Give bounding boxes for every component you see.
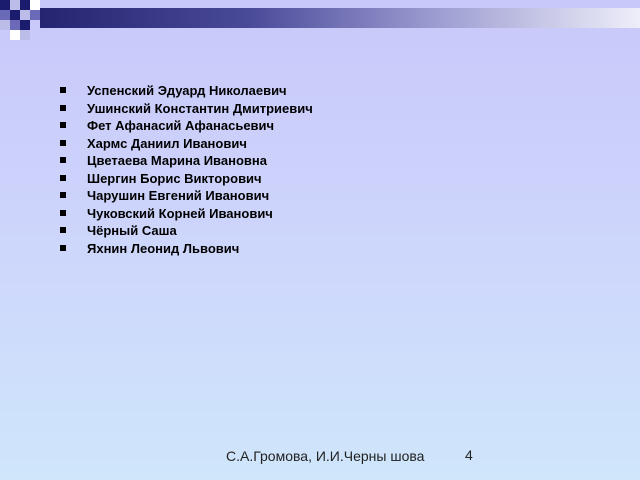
author-name: Фет Афанасий Афанасьевич xyxy=(87,118,275,133)
list-item xyxy=(60,154,440,167)
author-name: Чёрный Саша xyxy=(87,223,177,238)
square-bullet-icon xyxy=(60,105,66,111)
square-bullet-icon xyxy=(60,140,66,146)
list-item xyxy=(60,242,440,255)
author-name: Хармс Даниил Иванович xyxy=(87,135,247,151)
square-bullet-icon xyxy=(60,192,66,198)
list-item xyxy=(60,84,440,97)
decorative-header-bar xyxy=(40,8,640,28)
author-name: Шергин Борис Викторович xyxy=(87,170,262,186)
author-name: Чарушин Евгений Иванович xyxy=(87,188,270,203)
footer-authors: С.А.Громова, И.И.Черны шова xyxy=(226,448,425,464)
square-bullet-icon xyxy=(60,122,66,128)
list-item xyxy=(60,189,440,202)
author-name: Чуковский Корней Иванович xyxy=(87,205,273,221)
author-name: Яхнин Леонид Львович xyxy=(87,240,240,256)
square-bullet-icon xyxy=(60,227,66,233)
page-number: 4 xyxy=(465,447,473,463)
list-item xyxy=(60,224,440,237)
author-list xyxy=(60,84,440,259)
list-item xyxy=(60,207,440,220)
square-bullet-icon xyxy=(60,245,66,251)
list-item xyxy=(60,102,440,115)
author-name: Успенский Эдуард Николаевич xyxy=(87,83,287,98)
list-item xyxy=(60,137,440,150)
square-bullet-icon xyxy=(60,87,66,93)
square-bullet-icon xyxy=(60,210,66,216)
square-bullet-icon xyxy=(60,157,66,163)
author-name: Ушинский Константин Дмитриевич xyxy=(87,100,313,116)
author-name: Цветаева Марина Ивановна xyxy=(87,153,267,168)
square-bullet-icon xyxy=(60,175,66,181)
list-item xyxy=(60,172,440,185)
list-item xyxy=(60,119,440,132)
